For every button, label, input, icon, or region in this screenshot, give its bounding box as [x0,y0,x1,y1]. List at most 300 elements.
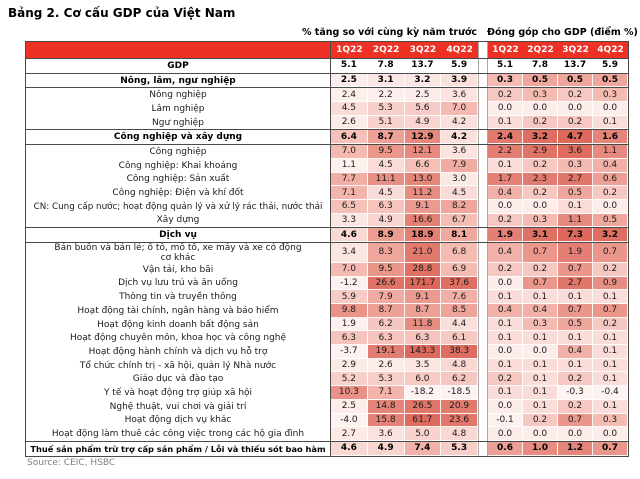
growth-cells [331,186,478,200]
contribution-cell: 0.4 [488,304,523,318]
growth-cell: 26.5 [405,400,442,414]
contribution-cell: 2.2 [488,145,523,159]
contribution-cell: 0.4 [488,186,523,200]
contribution-cell: 0.4 [593,159,628,173]
growth-cell: 4.9 [368,442,405,456]
contribution-cell: 0.1 [593,372,628,386]
growth-cell: 4.2 [441,116,478,130]
column-gap [478,200,488,214]
contribution-cells [488,386,628,400]
contribution-cell: 0.0 [488,102,523,116]
contribution-cell: 0.1 [558,359,593,373]
table-row [26,214,628,228]
contribution-cell: 0.2 [593,186,628,200]
contribution-cell: 0.1 [488,116,523,130]
growth-cell: 7.1 [368,386,405,400]
growth-cell: 4.8 [441,427,478,441]
contribution-cell: 1.9 [558,243,593,263]
table-row [26,243,628,263]
contribution-cells [488,228,628,242]
growth-cell: -3.7 [331,345,368,359]
quarter-header: 2Q22 [372,45,400,55]
growth-cell: 5.3 [368,102,405,116]
growth-cell: 3.2 [405,74,442,88]
growth-cell: 26.6 [368,277,405,291]
row-label: Công nghiệp và xây dựng [26,130,331,144]
contribution-cell: 0.7 [593,442,628,456]
growth-cells [331,372,478,386]
contribution-cell: 5.1 [488,59,523,73]
contribution-cell: 0.3 [523,88,558,102]
growth-cells [331,263,478,277]
growth-cell: 5.9 [441,59,478,73]
growth-cell: 8.7 [368,304,405,318]
growth-cell: 37.6 [441,277,478,291]
growth-cell: 7.9 [441,159,478,173]
growth-cell: 5.9 [331,290,368,304]
column-gap [478,74,488,88]
contribution-cells [488,88,628,102]
contribution-cell: 0.2 [558,400,593,414]
quarter-header: 3Q22 [409,45,437,55]
table-row [26,173,628,187]
table-body [26,58,628,456]
row-label: Hoạt động tài chính, ngân hàng và bảo hiểm [26,304,331,318]
row-label: Hoạt động kinh doanh bất động sản [26,318,331,332]
growth-cell: 6.1 [441,331,478,345]
growth-cells [331,116,478,130]
contribution-cells [488,442,628,456]
growth-cell: 4.5 [368,159,405,173]
contribution-cells [488,59,628,73]
growth-cell: 2.7 [331,427,368,441]
growth-cells [331,386,478,400]
table-row [26,441,628,456]
growth-cells [331,228,478,242]
growth-cell: 28.8 [405,263,442,277]
growth-cell: 3.5 [405,359,442,373]
quarter-header: 4Q22 [597,45,624,55]
growth-cell: 61.7 [405,414,442,428]
contribution-cell: 0.6 [488,442,523,456]
growth-cell: 8.2 [441,200,478,214]
growth-cell: 2.5 [331,74,368,88]
growth-cell: 20.9 [441,400,478,414]
row-label: Thuế sản phẩm trừ trợ cấp sản phẩm / Lỗi và thiếu sót bao hàm [26,442,331,456]
contribution-cell: 2.9 [523,145,558,159]
growth-cell: 38.3 [441,345,478,359]
contribution-cell: 0.0 [488,345,523,359]
growth-cell: 13.7 [405,59,442,73]
table-row [26,73,628,89]
table-row [26,331,628,345]
growth-cell: 2.6 [368,359,405,373]
growth-cell: 9.8 [331,304,368,318]
contribution-cell: 0.2 [488,88,523,102]
growth-cell: 6.7 [441,214,478,228]
column-gap [478,277,488,291]
contribution-cell: 0.5 [558,186,593,200]
contribution-cell: 0.0 [488,200,523,214]
contribution-cell: 0.1 [523,400,558,414]
column-gap [478,228,488,242]
column-gap [478,414,488,428]
contribution-cell: 1.6 [593,130,628,144]
contribution-cell: 0.1 [523,331,558,345]
growth-cell: 6.0 [405,372,442,386]
contribution-cells [488,186,628,200]
growth-cell: 4.5 [368,186,405,200]
contribution-cell: 0.1 [558,290,593,304]
growth-cell: 2.6 [331,116,368,130]
growth-cell: 4.6 [331,228,368,242]
contribution-cell: 0.4 [558,345,593,359]
column-gap [478,214,488,228]
table-row [26,318,628,332]
growth-cell: 2.4 [331,88,368,102]
contribution-cell: -0.4 [593,386,628,400]
contribution-cells [488,263,628,277]
contribution-cell: 0.5 [558,318,593,332]
quarter-header: 4Q22 [446,45,473,55]
contribution-cells [488,200,628,214]
growth-cell: 6.3 [368,200,405,214]
column-gap [478,359,488,373]
contribution-cells [488,318,628,332]
contribution-cells [488,130,628,144]
growth-cells [331,414,478,428]
contribution-cell: 1.9 [488,228,523,242]
row-label: Hoạt động làm thuê các công việc trong các hộ gia đình [26,427,331,441]
table-row [26,304,628,318]
growth-cell: 5.1 [331,59,368,73]
growth-cells [331,74,478,88]
contribution-cell: 0.1 [488,290,523,304]
table-row [26,345,628,359]
contribution-cell: 3.2 [593,228,628,242]
growth-cell: 7.1 [331,186,368,200]
column-gap [478,345,488,359]
growth-cell: 23.6 [441,414,478,428]
table-row [26,427,628,441]
contribution-cells [488,290,628,304]
growth-cell: 8.1 [441,228,478,242]
growth-cell: 7.0 [331,145,368,159]
growth-cell: 6.4 [331,130,368,144]
source-note: Source: CEIC, HSBC [27,458,116,468]
contribution-cell: 4.7 [558,130,593,144]
table-row [26,145,628,159]
contribution-cell: 0.2 [593,318,628,332]
contribution-cells [488,74,628,88]
column-gap [478,59,488,73]
quarter-headers-growth [331,42,478,58]
growth-cell: 15.8 [368,414,405,428]
growth-cell: 7.6 [441,290,478,304]
growth-cells [331,59,478,73]
growth-cell: 3.3 [331,214,368,228]
column-gap [478,318,488,332]
column-gap [478,290,488,304]
table-row [26,290,628,304]
contribution-cells [488,277,628,291]
contribution-cell: 7.3 [558,228,593,242]
row-label: Thông tin và truyền thông [26,290,331,304]
growth-cell: 143.3 [405,345,442,359]
table-row [26,186,628,200]
column-gap [478,116,488,130]
contribution-cell: 0.2 [523,159,558,173]
growth-cells [331,200,478,214]
growth-cell: 21.0 [405,243,442,263]
table-row [26,227,628,243]
contribution-cell: 0.1 [488,331,523,345]
growth-cell: 6.9 [441,263,478,277]
contribution-cell: 5.9 [593,59,628,73]
contribution-cell: 0.2 [558,116,593,130]
contribution-cell: 0.7 [523,243,558,263]
growth-cell: 4.4 [441,318,478,332]
column-gap [478,243,488,263]
growth-cells [331,130,478,144]
growth-cell: 9.1 [405,200,442,214]
column-gap [478,130,488,144]
row-label: Bán buôn và bán lẻ; ô tô, mô tô, xe máy và xe có động cơ khác [26,243,331,263]
growth-cells [331,331,478,345]
growth-cell: 6.2 [441,372,478,386]
growth-cell: 2.5 [331,400,368,414]
quarter-headers-contribution [488,42,628,58]
table-row [26,386,628,400]
growth-cell: -1.2 [331,277,368,291]
contribution-cell: 1.7 [488,173,523,187]
growth-cell: 14.8 [368,400,405,414]
contribution-cell: 0.2 [523,263,558,277]
contribution-cells [488,214,628,228]
contribution-cell: 0.2 [523,186,558,200]
growth-cell: 16.6 [405,214,442,228]
contribution-cells [488,372,628,386]
contribution-cell: 0.0 [558,427,593,441]
contribution-cell: 0.3 [558,159,593,173]
contribution-cell: 0.2 [523,414,558,428]
row-label: GDP [26,59,331,73]
contribution-cell: 0.1 [593,400,628,414]
contribution-cell: 0.0 [593,102,628,116]
quarter-header: 1Q22 [492,45,519,55]
growth-cell: 6.3 [368,331,405,345]
growth-cell: 4.5 [331,102,368,116]
column-gap [478,386,488,400]
column-gap [478,263,488,277]
table-row [26,359,628,373]
contribution-cell: 0.2 [593,263,628,277]
contribution-cells [488,173,628,187]
growth-cell: 7.9 [368,290,405,304]
growth-cell: 5.1 [368,116,405,130]
contribution-cells [488,331,628,345]
contribution-cells [488,359,628,373]
contribution-cell: 0.0 [593,200,628,214]
contribution-cell: 0.2 [488,214,523,228]
growth-cell: 10.3 [331,386,368,400]
contribution-cell: 0.2 [488,263,523,277]
table-title: Bảng 2. Cơ cấu GDP của Việt Nam [8,6,236,20]
table-row [26,159,628,173]
contribution-cell: 3.1 [523,228,558,242]
growth-cell: 4.5 [441,186,478,200]
contribution-cell: 2.7 [558,173,593,187]
contribution-cell: 0.0 [523,345,558,359]
growth-cells [331,159,478,173]
table-row [26,263,628,277]
row-label: Hoạt động hành chính và dịch vụ hỗ trợ [26,345,331,359]
header-label-spacer [26,42,331,58]
group-header-growth: % tăng so với cùng kỳ năm trước [301,27,477,38]
table-row [26,58,628,73]
growth-cell: 3.1 [368,74,405,88]
contribution-cell: 0.7 [558,263,593,277]
contribution-cell: 1.0 [523,442,558,456]
contribution-cell: 0.0 [488,400,523,414]
contribution-cell: 0.0 [558,102,593,116]
table-row [26,200,628,214]
growth-cells [331,427,478,441]
growth-cell: 9.5 [368,263,405,277]
table-row [26,372,628,386]
contribution-cell: 0.1 [593,331,628,345]
contribution-cell: 0.7 [593,243,628,263]
contribution-cell: 0.7 [558,414,593,428]
growth-cell: 5.3 [441,442,478,456]
contribution-cell: 0.0 [523,102,558,116]
contribution-cells [488,427,628,441]
contribution-cells [488,243,628,263]
contribution-cells [488,116,628,130]
growth-cell: 2.9 [331,359,368,373]
growth-cell: 7.0 [331,263,368,277]
column-gap [478,145,488,159]
growth-cells [331,359,478,373]
contribution-cell: 0.5 [523,74,558,88]
column-gap [478,304,488,318]
column-gap [478,186,488,200]
row-label: Giáo dục và đào tạo [26,372,331,386]
contribution-cell: 0.1 [558,331,593,345]
contribution-cells [488,345,628,359]
column-gap [478,427,488,441]
growth-cell: 19.1 [368,345,405,359]
contribution-cell: 0.3 [523,318,558,332]
row-label: Công nghiệp [26,145,331,159]
contribution-cell: 0.1 [488,359,523,373]
row-label: Công nghiệp: Sản xuất [26,173,331,187]
growth-cell: 6.3 [405,331,442,345]
contribution-cell: 7.8 [523,59,558,73]
contribution-cell: -0.1 [488,414,523,428]
growth-cells [331,304,478,318]
gdp-table [25,41,629,457]
growth-cell: 8.5 [441,304,478,318]
contribution-cell: 0.2 [523,116,558,130]
column-gap [478,442,488,456]
growth-cells [331,102,478,116]
growth-cell: 6.6 [405,159,442,173]
growth-cell: 12.1 [405,145,442,159]
column-gap [478,102,488,116]
contribution-cell: 3.6 [558,145,593,159]
growth-cell: 5.6 [405,102,442,116]
contribution-cell: 0.7 [558,304,593,318]
growth-cell: 5.2 [331,372,368,386]
column-gap [478,173,488,187]
table-row [26,129,628,145]
contribution-cell: 0.2 [558,372,593,386]
contribution-cells [488,304,628,318]
growth-cell: 11.2 [405,186,442,200]
contribution-cell: 0.0 [523,200,558,214]
row-label: Hoạt động dịch vụ khác [26,414,331,428]
contribution-cell: 0.1 [593,359,628,373]
contribution-cell: 0.1 [488,159,523,173]
growth-cell: 1.1 [331,159,368,173]
growth-cell: 3.4 [331,243,368,263]
growth-cell: 8.7 [368,130,405,144]
contribution-cell: 0.3 [488,74,523,88]
row-label: Ngư nghiệp [26,116,331,130]
growth-cell: 3.6 [368,427,405,441]
contribution-cell: 0.4 [523,304,558,318]
growth-cell: 5.0 [405,427,442,441]
column-gap [478,88,488,102]
contribution-cell: 0.5 [593,74,628,88]
contribution-cell: 0.1 [523,386,558,400]
growth-cell: 1.9 [331,318,368,332]
row-label: Xây dựng [26,214,331,228]
row-label: Nông nghiệp [26,88,331,102]
growth-cell: 6.2 [368,318,405,332]
growth-cell: 11.8 [405,318,442,332]
growth-cell: 7.4 [405,442,442,456]
contribution-cell: 0.1 [523,290,558,304]
contribution-cell: 0.0 [488,277,523,291]
contribution-cell: 0.3 [593,88,628,102]
contribution-cell: 0.0 [488,427,523,441]
contribution-cells [488,414,628,428]
contribution-cell: 0.7 [523,277,558,291]
row-label: Công nghiệp: Khai khoáng [26,159,331,173]
growth-cell: 3.0 [441,173,478,187]
growth-cell: 7.7 [331,173,368,187]
growth-cells [331,400,478,414]
growth-cell: 3.9 [441,74,478,88]
contribution-cells [488,400,628,414]
growth-cell: 3.6 [441,88,478,102]
contribution-cell: 0.1 [558,200,593,214]
growth-cells [331,145,478,159]
growth-cells [331,173,478,187]
growth-cell: 7.8 [368,59,405,73]
growth-cell: 4.9 [368,214,405,228]
contribution-cell: 0.3 [523,214,558,228]
growth-cell: 7.0 [441,102,478,116]
row-label: Nông, lâm, ngư nghiệp [26,74,331,88]
growth-cell: 4.8 [441,359,478,373]
contribution-cell: 0.5 [558,74,593,88]
row-label: Y tế và hoạt động trợ giúp xã hội [26,386,331,400]
row-label: Nghệ thuật, vui chơi và giải trí [26,400,331,414]
growth-cell: 6.8 [441,243,478,263]
